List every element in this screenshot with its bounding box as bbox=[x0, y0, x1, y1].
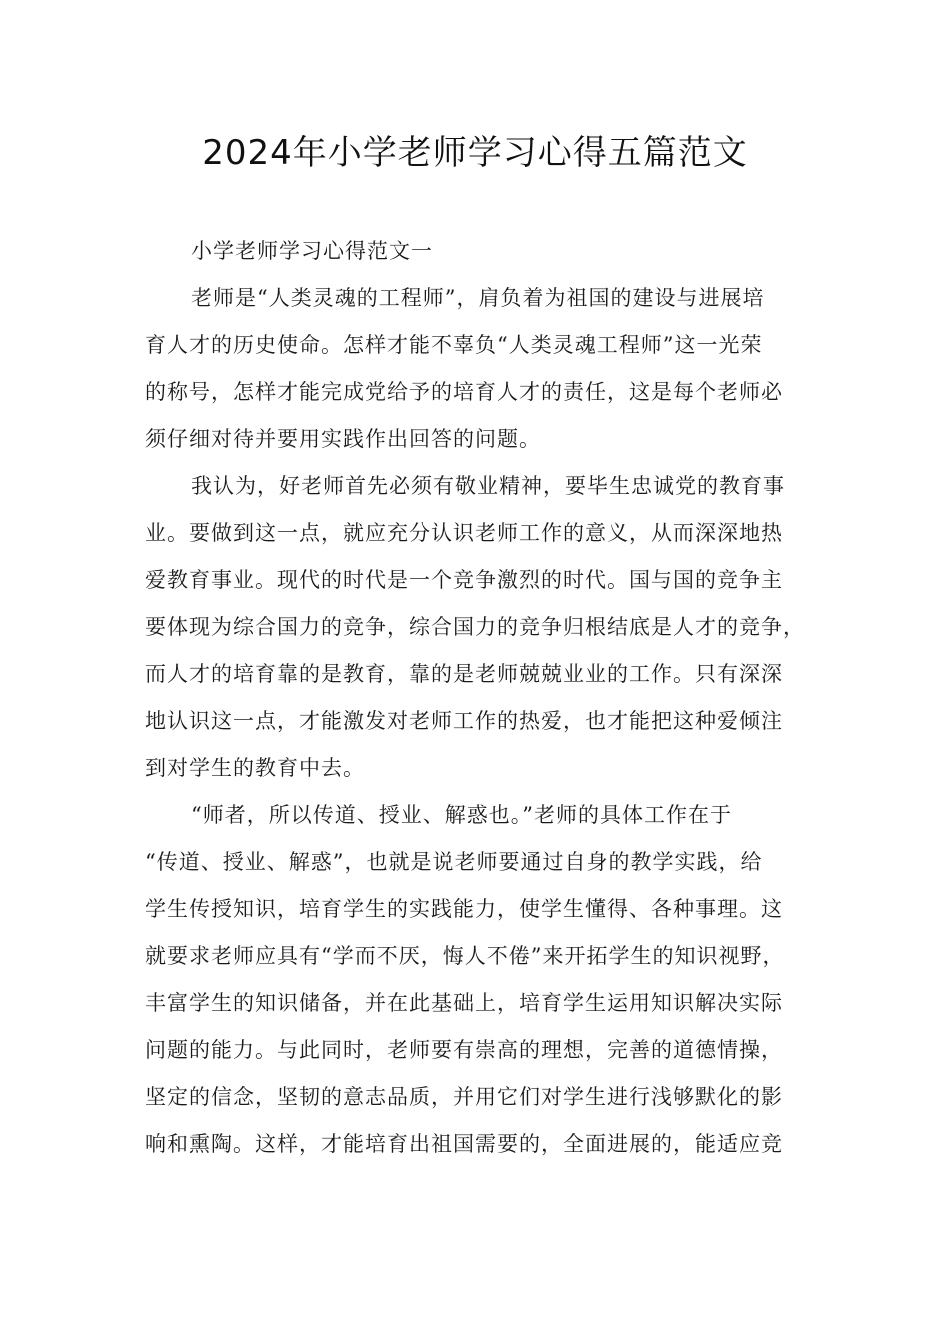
paragraph-line: 我认为，好老师首先必须有敬业精神，要毕生忠诚党的教育事 bbox=[191, 474, 785, 498]
paragraph-line: 响和熏陶。这样，才能培育出祖国需要的，全面进展的，能适应竞 bbox=[145, 1132, 783, 1156]
paragraph-line: 须仔细对待并要用实践作出回答的问题。 bbox=[145, 427, 541, 451]
paragraph-line: “传道、授业、解惑”，也就是说老师要通过自身的教学实践，给 bbox=[145, 850, 763, 874]
section-heading: 小学老师学习心得范文一 bbox=[191, 239, 433, 263]
paragraph-line: 业。要做到这一点，就应充分认识老师工作的意义，从而深深地热 bbox=[145, 521, 783, 545]
paragraph-line: 丰富学生的知识储备，并在此基础上，培育学生运用知识解决实际 bbox=[145, 991, 783, 1015]
paragraph-line: 问题的能力。与此同时，老师要有崇高的理想，完善的道德情操， bbox=[145, 1038, 783, 1062]
paragraph-line: 的称号，怎样才能完成党给予的培育人才的责任，这是每个老师必 bbox=[145, 380, 783, 404]
paragraph-line: 要体现为综合国力的竞争，综合国力的竞争归根结底是人才的竞争， bbox=[145, 615, 805, 639]
paragraph-line: 而人才的培育靠的是教育，靠的是老师兢兢业业的工作。只有深深 bbox=[145, 662, 783, 686]
paragraph-line: 爱教育事业。现代的时代是一个竞争激烈的时代。国与国的竞争主 bbox=[145, 568, 783, 592]
paragraph-3 bbox=[145, 792, 825, 1168]
document-body bbox=[145, 228, 825, 1168]
paragraph-line: “师者，所以传道、授业、解惑也。”老师的具体工作在于 bbox=[191, 803, 732, 827]
paragraph-line: 坚定的信念，坚韧的意志品质，并用它们对学生进行浅够默化的影 bbox=[145, 1085, 783, 1109]
paragraph-line: 老师是“人类灵魂的工程师”，肩负着为祖国的建设与进展培 bbox=[191, 286, 765, 310]
paragraph-line: 到对学生的教育中去。 bbox=[145, 756, 365, 780]
paragraph-2 bbox=[145, 463, 825, 792]
document-title: 2024年小学老师学习心得五篇范文 bbox=[202, 133, 748, 173]
paragraph-line: 地认识这一点，才能激发对老师工作的热爱，也才能把这种爱倾注 bbox=[145, 709, 783, 733]
paragraph-line: 学生传授知识，培育学生的实践能力，使学生懂得、各种事理。这 bbox=[145, 897, 783, 921]
paragraph-line: 就要求老师应具有“学而不厌，悔人不倦”来开拓学生的知识视野， bbox=[145, 944, 785, 968]
paragraph-1 bbox=[145, 275, 825, 463]
paragraph-line: 育人才的历史使命。怎样才能不辜负“人类灵魂工程师”这一光荣 bbox=[145, 333, 763, 357]
